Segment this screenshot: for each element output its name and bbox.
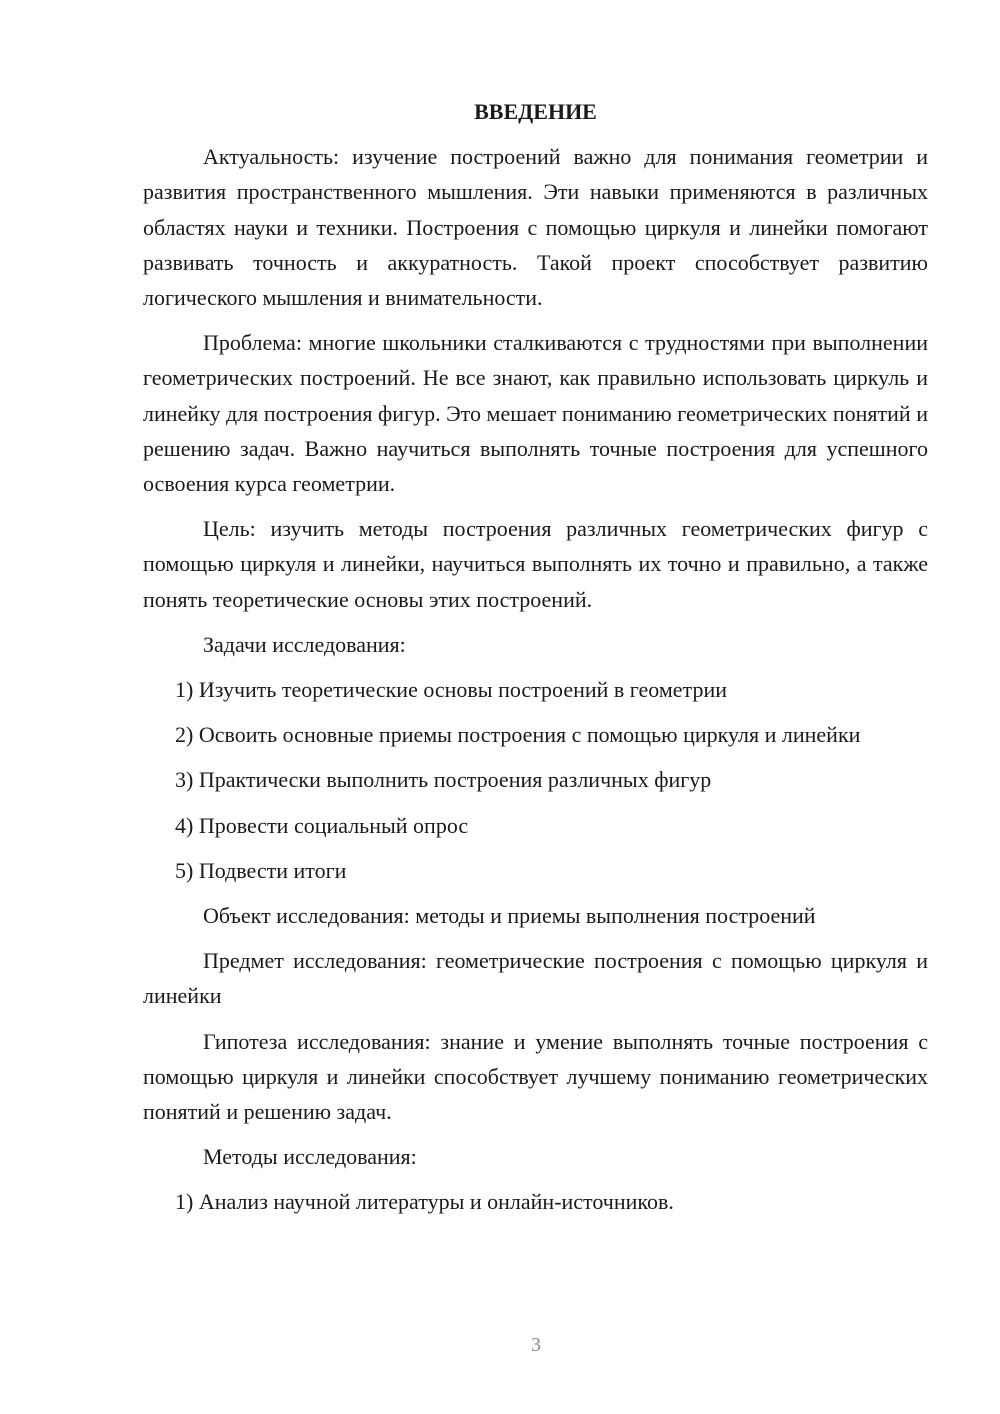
paragraph-hypothesis: Гипотеза исследования: знание и умение выполнять точные построения с помощью циркуля и линейки способствует лучшему пониманию геометрических понятий и решению задач. [143, 1028, 928, 1125]
paragraph-relevance: Актуальность: изучение построений важно для понимания геометрии и развития пространственного мышления. Эти навыки применяются в различных областях науки и техники. Построения с помощью циркуля и линейки помогают развивать точность и аккуратность. Такой проект способствует развитию логического мышления и внимательности. [143, 144, 928, 311]
paragraph-object: Объект исследования: методы и приемы выполнения построений [203, 903, 816, 929]
task-item-3: 3) Практически выполнить построения различных фигур [175, 767, 712, 793]
method-item-1: 1) Анализ научной литературы и онлайн-источников. [175, 1189, 674, 1215]
tasks-heading: Задачи исследования: [203, 631, 406, 657]
paragraph-goal: Цель: изучить методы построения различных геометрических фигур с помощью циркуля и линейки, научиться выполнять их точно и правильно, а также понять теоретические основы этих построений. [143, 516, 928, 612]
task-item-5: 5) Подвести итоги [175, 857, 347, 883]
page-title: ВВЕДЕНИЕ [474, 99, 597, 124]
paragraph-problem: Проблема: многие школьники сталкиваются с трудностями при выполнении геометрических построений. Не все знают, как правильно использовать циркуль и линейку для построения фигур. Это мешает пониманию геометрических понятий и решению задач. Важно научиться выполнять точные построения для успешного освоения курса геометрии. [143, 330, 928, 497]
paragraph-subject: Предмет исследования: геометрические построения с помощью циркуля и линейки [143, 948, 928, 1009]
document-page [143, 94, 928, 1230]
methods-heading: Методы исследования: [203, 1144, 417, 1170]
task-item-4: 4) Провести социальный опрос [175, 812, 469, 838]
page-number: 3 [531, 1334, 541, 1356]
task-item-1: 1) Изучить теоретические основы построений в геометрии [175, 677, 727, 703]
task-item-2: 2) Освоить основные приемы построения с помощью циркуля и линейки [175, 722, 861, 748]
